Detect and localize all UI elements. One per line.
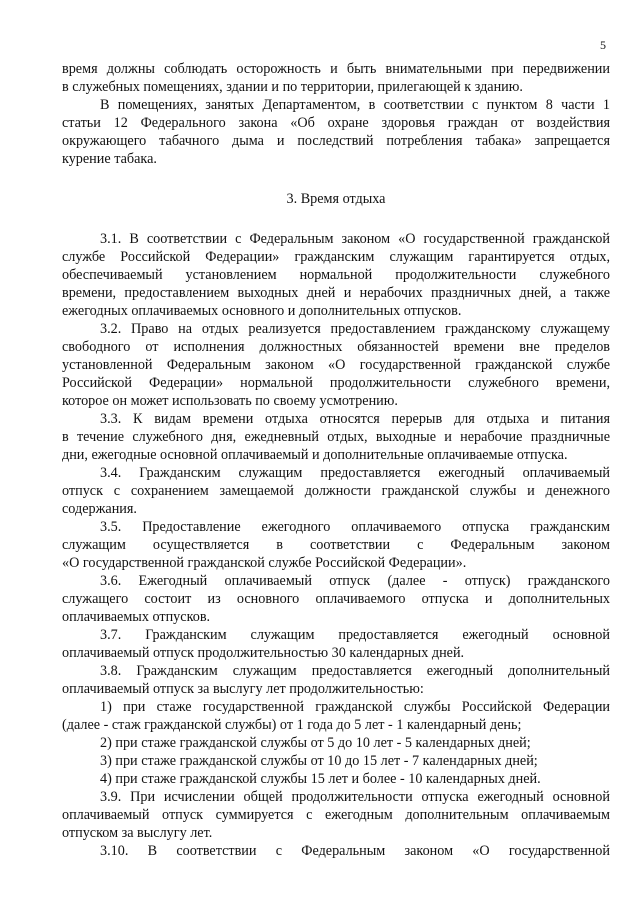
- text-line: статьи 12 Федерального закона «Об охране здоровья граждан от воздействия: [62, 115, 610, 131]
- text-line: оплачиваемых отпусков.: [62, 609, 211, 625]
- text-line: в служебных помещениях, здании и по территории, прилегающей к зданию.: [62, 79, 523, 95]
- text-line: 4) при стаже гражданской службы 15 лет и более - 10 календарных дней.: [100, 771, 541, 787]
- text-line: дни, ежегодные основной оплачиваемый и дополнительные оплачиваемые отпуска.: [62, 447, 568, 463]
- text-line: 3.3. К видам времени отдыха относятся перерыв для отдыха и питания: [100, 411, 610, 427]
- text-line: 3.8. Гражданским служащим предоставляется ежегодный дополнительный: [100, 663, 610, 679]
- text-line: которое он может использовать по своему усмотрению.: [62, 393, 398, 409]
- text-line: в течение служебного дня, ежедневный отдых, выходные и нерабочие праздничные: [62, 429, 610, 445]
- text-line: В помещениях, занятых Департаментом, в соответствии с пунктом 8 части 1: [100, 97, 610, 113]
- text-line: свободного от исполнения должностных обязанностей времени вне пределов: [62, 339, 610, 355]
- text-line: 3.7. Гражданским служащим предоставляется ежегодный основной: [100, 627, 610, 643]
- text-line: отпуском за выслугу лет.: [62, 825, 213, 841]
- text-line: отпуск с сохранением замещаемой должности гражданской службы и денежного: [62, 483, 610, 499]
- text-line: 3.5. Предоставление ежегодного оплачиваемого отпуска гражданским: [100, 519, 610, 535]
- text-line: 3.2. Право на отдых реализуется предоставлением гражданскому служащему: [100, 321, 610, 337]
- text-line: Российской Федерации» нормальной продолжительности служебного времени,: [62, 375, 610, 391]
- text-line: 2) при стаже гражданской службы от 5 до 10 лет - 5 календарных дней;: [100, 735, 531, 751]
- text-line: установленной Федеральным законом «О государственной гражданской службе: [62, 357, 610, 373]
- text-line: ежегодных оплачиваемых основного и дополнительных отпусков.: [62, 303, 462, 319]
- text-line: оплачиваемый отпуск продолжительностью 30 календарных дней.: [62, 645, 465, 661]
- document-body: [62, 60, 610, 860]
- text-line: содержания.: [62, 501, 137, 517]
- text-line: службе Российской Федерации» гражданским служащим гарантируется отдых,: [62, 249, 610, 265]
- text-line: 3.4. Гражданским служащим предоставляется ежегодный оплачиваемый: [100, 465, 610, 481]
- text-line: времени, предоставлением выходных дней и нерабочих праздничных дней, а также: [62, 285, 610, 301]
- text-line: обеспечиваемый установлением нормальной продолжительности служебного: [62, 267, 610, 283]
- text-line: 3.6. Ежегодный оплачиваемый отпуск (далее - отпуск) гражданского: [100, 573, 610, 589]
- text-line: (далее - стаж гражданской службы) от 1 года до 5 лет - 1 календарный день;: [62, 717, 522, 733]
- text-line: 3.10. В соответствии с Федеральным законом «О государственной: [100, 843, 610, 859]
- text-line: 3.1. В соответствии с Федеральным законом «О государственной гражданской: [100, 231, 610, 247]
- section-paragraphs: [62, 230, 610, 860]
- text-line: служащего состоит из основного оплачиваемого отпуска и дополнительных: [62, 591, 610, 607]
- page-number: 5: [600, 38, 606, 52]
- text-line: курение табака.: [62, 151, 157, 167]
- text-line: «О государственной гражданской службе Российской Федерации».: [62, 555, 467, 571]
- text-line: оплачиваемый отпуск за выслугу лет продолжительностью:: [62, 681, 424, 697]
- text-line: оплачиваемый отпуск суммируется с ежегодным дополнительным оплачиваемым: [62, 807, 610, 823]
- text-line: служащим осуществляется в соответствии с Федеральным законом: [62, 537, 610, 553]
- intro-paragraphs: [62, 60, 610, 168]
- text-line: 1) при стаже государственной гражданской службы Российской Федерации: [100, 699, 610, 715]
- text-line: 3) при стаже гражданской службы от 10 до 15 лет - 7 календарных дней;: [100, 753, 538, 769]
- text-line: время должны соблюдать осторожность и быть внимательными при передвижении: [62, 61, 610, 77]
- text-line: 3.9. При исчислении общей продолжительности отпуска ежегодный основной: [100, 789, 610, 805]
- section-heading: 3. Время отдыха: [286, 191, 386, 207]
- text-line: окружающего табачного дыма и последствий потребления табака» запрещается: [62, 133, 610, 149]
